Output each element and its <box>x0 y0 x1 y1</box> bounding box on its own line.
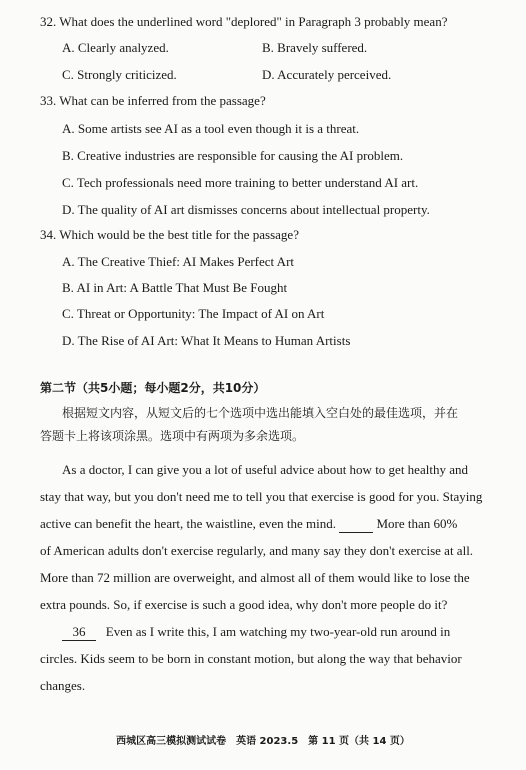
passage-line-7 <box>62 624 450 641</box>
passage-line-4: of American adults don't exercise regularly, and many say they don't exercise at all. <box>40 543 474 558</box>
passage-line-3 <box>40 516 457 533</box>
passage-line-5: More than 72 million are overweight, and almost all of them would like to lose the <box>40 570 470 585</box>
q34-stem: 34. Which would be the best title for the passage? <box>40 227 299 242</box>
q32-option-c: C. Strongly criticized. <box>62 67 177 82</box>
q34-option-d: D. The Rise of AI Art: What It Means to Human Artists <box>62 333 351 348</box>
q33-option-a: A. Some artists see AI as a tool even though it is a threat. <box>62 121 360 136</box>
passage-line-3-text-b: More than 60% <box>376 516 458 531</box>
q34-option-a: A. The Creative Thief: AI Makes Perfect Art <box>62 254 295 269</box>
q33-stem: 33. What can be inferred from the passage? <box>40 93 266 108</box>
q32-option-b: B. Bravely suffered. <box>262 40 368 55</box>
section-heading: 第二节（共5小题；每小题2分，共10分） <box>40 381 266 395</box>
passage-line-6: extra pounds. So, if exercise is such a good idea, why don't more people do it? <box>40 597 448 612</box>
q34-option-c: C. Threat or Opportunity: The Impact of AI on Art <box>62 306 325 321</box>
q33-option-b: B. Creative industries are responsible for causing the AI problem. <box>62 148 404 163</box>
blank-36: 36 <box>62 624 96 641</box>
q32-stem: 32. What does the underlined word "deplored" in Paragraph 3 probably mean? <box>40 14 448 29</box>
passage-line-1: As a doctor, I can give you a lot of useful advice about how to get healthy and <box>62 462 468 477</box>
section-instruction-line1: 根据短文内容，从短文后的七个选项中选出能填入空白处的最佳选项，并在 <box>62 406 459 420</box>
passage-line-3-text: active can benefit the heart, the waistline, even the mind. <box>40 516 336 531</box>
passage-line-7-text: Even as I write this, I am watching my two-year-old run around in <box>105 624 451 639</box>
page-footer: 西城区高三模拟测试试卷 英语 2023.5 第 11 页（共 14 页） <box>116 736 410 747</box>
q32-option-a: A. Clearly analyzed. <box>62 40 169 55</box>
passage-line-9: changes. <box>40 678 86 693</box>
q33-option-c: C. Tech professionals need more training to better understand AI art. <box>62 175 419 190</box>
passage-line-2: stay that way, but you don't need me to tell you that exercise is good for you. Staying <box>40 489 483 504</box>
q33-option-d: D. The quality of AI art dismisses concerns about intellectual property. <box>62 202 430 217</box>
q34-option-b: B. AI in Art: A Battle That Must Be Fought <box>62 280 288 295</box>
passage-line-8: circles. Kids seem to be born in constant motion, but along the way that behavior <box>40 651 462 666</box>
section-instruction-line2: 答题卡上将该项涂黑。选项中有两项为多余选项。 <box>40 429 305 443</box>
blank-35 <box>339 516 373 533</box>
q32-option-d: D. Accurately perceived. <box>262 67 392 82</box>
